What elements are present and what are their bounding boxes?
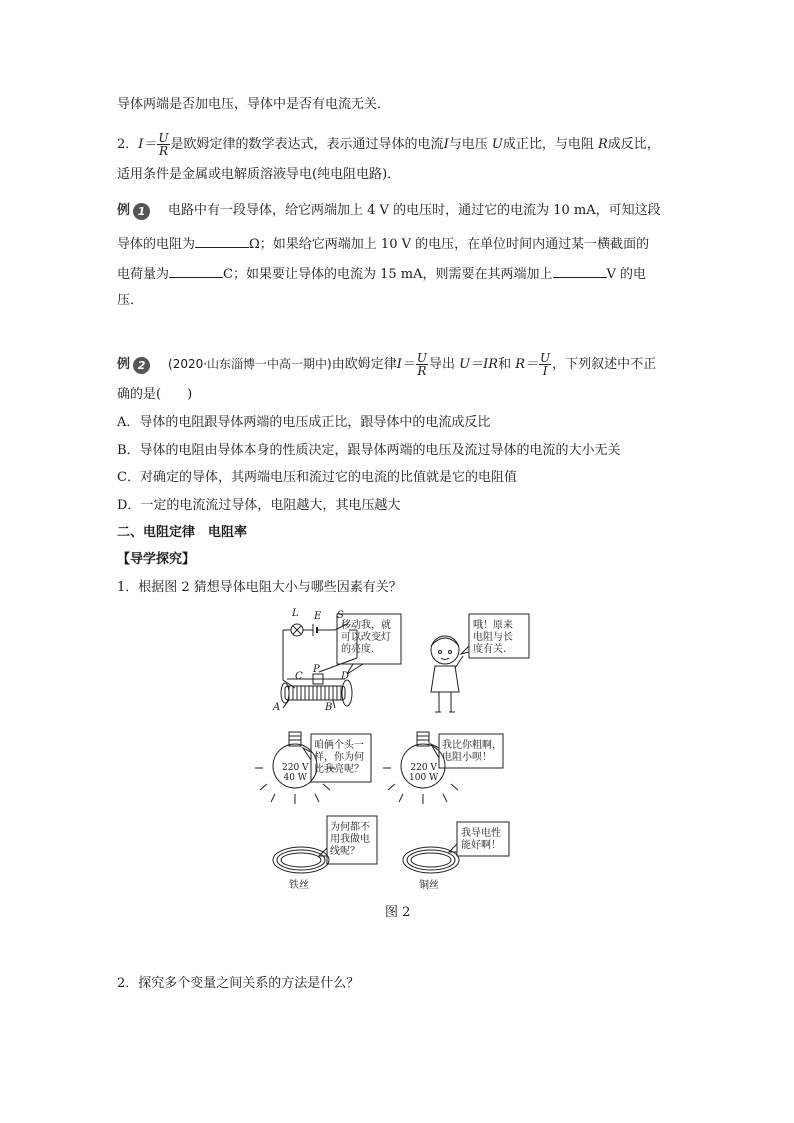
bulb-1-rating: 220 V 40 W	[282, 763, 309, 783]
rheostat-icon	[285, 686, 345, 700]
example-number-icon: 2	[133, 357, 150, 374]
paragraph-text: ，下列叙述中不正	[552, 357, 657, 372]
bubble-text-6: 我导电性 能好啊！	[461, 828, 501, 851]
bubble-text-1: 移动我，就 可以改变灯 的亮度.	[341, 620, 391, 655]
paragraph-text: 由欧姆定律	[331, 357, 397, 372]
paragraph-text: Ω；如果给它两端加上 10 V 的电压，在单位时间内通过某一横截面的	[249, 237, 650, 252]
label-c: C	[295, 671, 303, 682]
paragraph-text: 确的是( )	[117, 387, 193, 402]
fraction-denominator: I	[542, 364, 548, 378]
bubble-text-2: 哦！原来 电阻与长 度有关.	[473, 620, 513, 655]
label-p: P	[313, 664, 320, 675]
paragraph-text: 与电压	[448, 137, 488, 152]
label-a: A	[273, 702, 281, 713]
symbol-r: R	[597, 137, 608, 152]
answer-blank[interactable]	[195, 234, 249, 248]
fraction-u-over-r	[157, 132, 169, 157]
text-line-1	[117, 96, 390, 114]
question-1	[117, 579, 402, 597]
example-label: 例	[117, 203, 131, 218]
option-text: D．一定的电流流过导体，电阻越大，其电压越大	[117, 498, 401, 513]
label-l: L	[292, 608, 299, 619]
question-source: (2020·山东淄博一中高一期中)	[168, 357, 332, 371]
paragraph-text: 是欧姆定律的数学表达式，表示通过导体的电流	[170, 137, 444, 152]
example-1-line-2	[117, 234, 649, 254]
fraction-denominator: R	[417, 364, 427, 378]
example-2-line-1	[117, 352, 656, 377]
section-title-text: 二、电阻定律 电阻率	[117, 525, 248, 540]
option-b[interactable]	[117, 442, 621, 460]
paragraph-text: 成反比，	[607, 137, 660, 152]
paragraph-text: 导体两端是否加电压，导体中是否有电流无关．	[117, 97, 391, 112]
example-badge	[117, 356, 150, 374]
paragraph-text: 电路中有一段导体，给它两端加上 4 V 的电压时，通过它的电流为 10 mA，可知这段	[168, 203, 661, 218]
equation-lhs: I＝	[138, 137, 157, 152]
label-d: D	[341, 671, 350, 682]
option-text: C．对确定的导体，其两端电压和流过它的电流的比值就是它的电阻值	[117, 470, 517, 485]
example-number-icon: 1	[133, 203, 150, 220]
paragraph-text: 电荷量为	[117, 267, 170, 282]
paragraph-text: V 的电	[606, 267, 647, 282]
label-b: B	[325, 702, 333, 713]
paragraph-text: 和	[498, 357, 512, 372]
paragraph-text: 成正比，与电阻	[502, 137, 594, 152]
section-subtitle-text: 【导学探究】	[117, 552, 196, 567]
bubble-text-3: 咱俩个头一 样，你为何 比我亮呢？	[314, 740, 364, 775]
label-s: S	[337, 610, 344, 621]
iron-wire-icon	[273, 847, 329, 873]
fraction-numerator: U	[416, 351, 428, 365]
fraction-u-over-r	[416, 352, 428, 377]
bulb-2-rating: 220 V 100 W	[409, 763, 439, 783]
figure-2	[255, 608, 540, 898]
equation-lhs: I＝	[396, 357, 415, 372]
bubble-text-5: 为何都不 用我做电 线呢？	[330, 822, 370, 857]
section-title	[117, 524, 247, 542]
symbol-u: U	[491, 137, 503, 152]
paragraph-text: 适用条件是金属或电解质溶液导电(纯电阻电路)．	[117, 167, 401, 182]
section-subtitle	[117, 551, 195, 569]
option-d[interactable]	[117, 497, 400, 515]
symbol-i: I	[443, 137, 449, 152]
option-text: A．导体的电阻跟导体两端的电压成正比，跟导体中的电流成反比	[117, 415, 491, 430]
copper-wire-label: 铜丝	[419, 880, 439, 891]
bubble-text-4: 我比你粗啊， 电阻小呗！	[442, 740, 502, 763]
equation-u-ir: U＝IR	[459, 357, 499, 372]
example-1-line-4	[117, 292, 143, 310]
paragraph-text: C；如果要让导体的电流为 15 mA，则需要在其两端加上	[223, 267, 553, 282]
option-a[interactable]	[117, 414, 490, 432]
answer-blank[interactable]	[553, 264, 607, 278]
question-2	[117, 975, 359, 993]
equation-lhs: R＝	[515, 357, 539, 372]
example-badge	[117, 202, 150, 220]
example-2-line-2	[117, 386, 192, 404]
fraction-numerator: U	[158, 131, 169, 145]
example-label: 例	[117, 357, 131, 372]
option-c[interactable]	[117, 469, 517, 487]
answer-blank[interactable]	[169, 264, 223, 278]
iron-wire-label: 铁丝	[289, 880, 309, 891]
item-number: 2．	[117, 137, 139, 152]
label-e: E	[314, 611, 322, 622]
paragraph-text: 导体的电阻为	[117, 237, 196, 252]
question-text: 2．探究多个变量之间关系的方法是什么？	[117, 976, 360, 991]
figure-caption: 图 2	[385, 905, 411, 920]
ohm-law-line	[117, 132, 660, 157]
fraction-numerator: U	[540, 351, 551, 365]
example-1-line-1	[117, 202, 661, 220]
paragraph-text: 导出	[429, 357, 456, 372]
fraction-denominator: R	[158, 144, 168, 158]
option-text: B．导体的电阻由导体本身的性质决定，跟导体两端的电压及流过导体的电流的大小无关	[117, 443, 621, 458]
fraction-u-over-i	[539, 352, 551, 377]
text-line-3	[117, 166, 400, 184]
paragraph-text: 压．	[117, 293, 144, 308]
example-1-line-3	[117, 264, 646, 284]
question-text: 1．根据图 2 猜想导体电阻大小与哪些因素有关？	[117, 580, 402, 595]
